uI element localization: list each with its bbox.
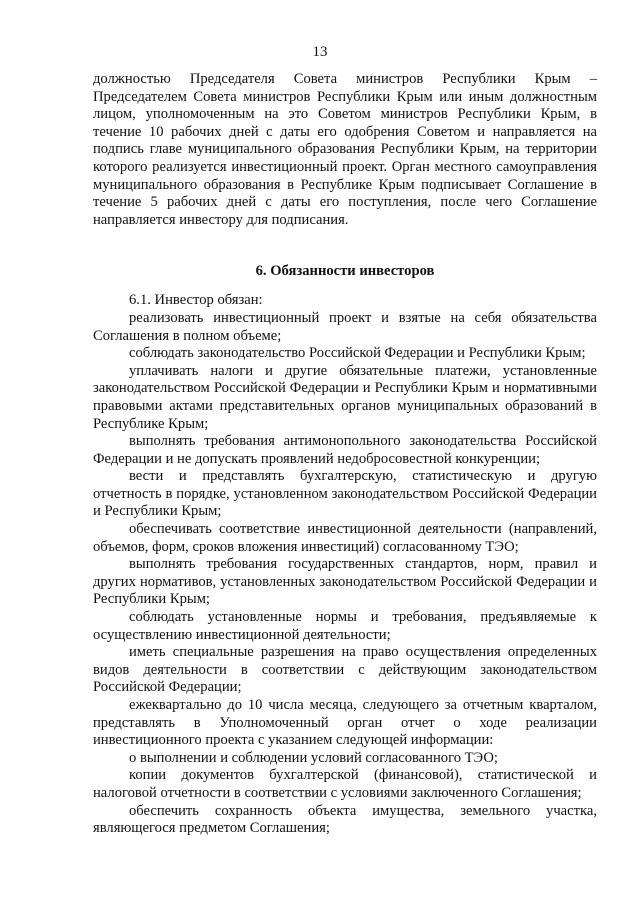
obligation-item: соблюдать законодательство Российской Федерации и Республики Крым;	[129, 345, 586, 362]
intro-paragraph: должностью Председателя Совета министров Республики Крым – Председателем Совета министров Республики Крым или иным должностным лицом, уполномоченным на это Советом министров Республики Крым, в течение 10 рабочих дней с даты его одобрения Советом и направляется на подпись главе муниципального образования Республики Крым, на территории которого реализуется инвестиционный проект. Орган местного самоуправления муниципального образования в Республике Крым подписывает Соглашение в течение 5 рабочих дней с даты его поступления, после чего Соглашение направляется инвестору для подписания.	[93, 71, 597, 228]
obligation-item: иметь специальные разрешения на право осуществления определенных видов деятельности в соответствии с действующим законодательством Российской Федерации;	[93, 644, 597, 696]
document-body	[93, 71, 597, 838]
obligation-item: вести и представлять бухгалтерскую, статистическую и другую отчетность в порядке, установленном законодательством Российской Федерации и Республики Крым;	[93, 468, 597, 520]
obligation-item: выполнять требования государственных стандартов, норм, правил и других нормативов, установленных законодательством Российской Федерации и Республики Крым;	[93, 556, 597, 608]
page-number: 13	[312, 44, 328, 60]
obligation-item: реализовать инвестиционный проект и взятые на себя обязательства Соглашения в полном объеме;	[93, 309, 597, 344]
section-lead: 6.1. Инвестор обязан:	[129, 292, 263, 309]
section-heading: 6. Обязанности инвесторов	[255, 263, 435, 280]
obligation-item: обеспечивать соответствие инвестиционной деятельности (направлений, объемов, форм, сроков вложения инвестиций) согласованному ТЭО;	[93, 521, 597, 555]
obligation-item: обеспечить сохранность объекта имущества, земельного участка, являющегося предметом Соглашения;	[93, 802, 597, 837]
obligation-item: соблюдать установленные нормы и требования, предъявляемые к осуществлению инвестиционной деятельности;	[93, 609, 597, 643]
obligation-item: ежеквартально до 10 числа месяца, следующего за отчетным кварталом, представлять в Уполномоченный орган отчет о ходе реализации инвестиционного проекта с указанием следующей информации:	[93, 697, 597, 749]
obligation-item: копии документов бухгалтерской (финансовой), статистической и налоговой отчетности в соответствии с условиями заключенного Соглашения;	[93, 767, 597, 801]
obligation-item: о выполнении и соблюдении условий согласованного ТЭО;	[129, 749, 498, 766]
obligation-item: уплачивать налоги и другие обязательные платежи, установленные законодательством Российской Федерации и Республики Крым и нормативными правовыми актами представительных органов муниципальных образований в Республике Крым;	[93, 362, 597, 432]
obligation-item: выполнять требования антимонопольного законодательства Российской Федерации и не допускать проявлений недобросовестной конкуренции;	[93, 433, 597, 467]
